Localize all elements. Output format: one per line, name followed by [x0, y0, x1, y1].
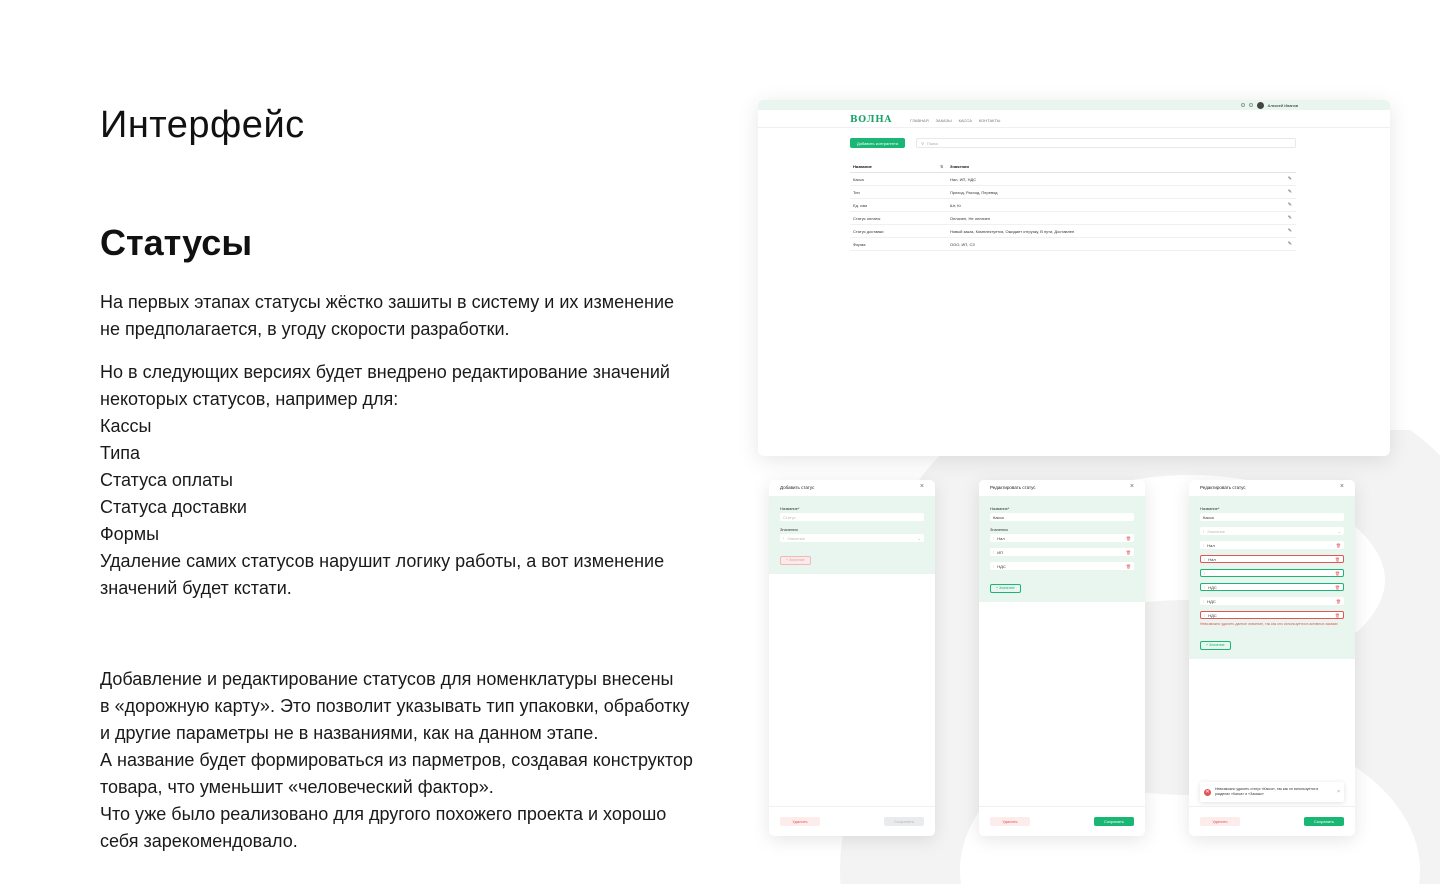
value-text: ИП	[997, 549, 1004, 555]
text-line: и другие параметры не в названиями, как на данном этапе.	[100, 723, 599, 743]
row-name: Ед. изм	[853, 202, 868, 208]
edit-icon[interactable]: ✎	[1287, 228, 1292, 234]
table-row[interactable]	[850, 225, 1296, 238]
trash-icon[interactable]: 🗑	[1334, 570, 1340, 576]
edit-status-error-dialog	[1189, 480, 1355, 836]
value-placeholder: Значение	[1207, 528, 1226, 534]
edit-icon[interactable]: ✎	[1287, 189, 1292, 195]
delete-button[interactable]: Удалить	[780, 817, 820, 826]
text-line: На первых этапах статусы жёстко зашиты в систему и их изменение	[100, 292, 675, 312]
text-line: в «дорожную карту». Это позволит указывать тип упаковки, обработку	[100, 696, 690, 716]
paragraph-roadmap	[100, 666, 740, 855]
dialog-footer	[1189, 806, 1355, 836]
text-line: Удаление самих статусов нарушит логику работы, а вот изменение	[100, 551, 665, 571]
column-header-values: Значения	[950, 163, 969, 169]
user-name[interactable]: Алексей Иванов	[1267, 102, 1298, 108]
list-item: Кассы	[100, 416, 152, 436]
save-button[interactable]: Сохранить	[1094, 817, 1134, 826]
value-input[interactable]	[1200, 541, 1344, 549]
main-nav	[850, 113, 1298, 127]
page-heading: Интерфейс	[100, 104, 305, 146]
dialog-body	[1189, 496, 1355, 659]
drag-handle-icon[interactable]: ⁝	[1204, 584, 1206, 590]
settings-icon[interactable]	[1249, 103, 1253, 107]
text-line: А название будет формироваться из парметров, создавая конструктор	[100, 750, 693, 770]
close-icon[interactable]: ×	[1129, 483, 1134, 490]
table-row[interactable]	[850, 199, 1296, 212]
nav-item-cash[interactable]: КАССА	[958, 117, 972, 123]
row-values: Шт, Кг	[950, 202, 962, 208]
name-input[interactable]: Касса	[1200, 513, 1344, 521]
dialog-footer	[979, 806, 1145, 836]
trash-icon[interactable]: 🗑	[1125, 549, 1131, 555]
name-label: Название*	[990, 506, 1010, 511]
name-label: Название*	[1200, 506, 1220, 511]
toast-text: Невозможно удалить статус «Касса», так как он используется в разделах «Касса» и «Заказы»	[1215, 787, 1319, 796]
table-row[interactable]	[850, 186, 1296, 199]
add-value-button[interactable]: + Значение	[1200, 641, 1231, 650]
drag-handle-icon[interactable]: ⁝	[993, 549, 995, 555]
text-line: некоторых статусов, например для:	[100, 389, 399, 409]
statuses-table	[850, 160, 1296, 251]
text-line: товара, что уменьшит «человеческий фактор».	[100, 777, 494, 797]
dialog-title: Редактировать статус	[990, 485, 1036, 490]
drag-handle-icon[interactable]: ⁝	[1203, 598, 1205, 604]
error-message: Невозможно удалить данное значение, так как оно используется в активных заказах	[1200, 622, 1338, 626]
value-input[interactable]	[990, 562, 1134, 570]
drag-handle-icon[interactable]: ⁝	[1203, 528, 1205, 534]
edit-icon[interactable]: ✎	[1287, 202, 1292, 208]
paragraph-intro	[100, 289, 740, 343]
trash-icon[interactable]: 🗑	[1334, 612, 1340, 618]
text-line: себя зарекомендовало.	[100, 831, 298, 851]
list-item: Статуса оплаты	[100, 470, 233, 490]
value-text: НДС	[1208, 612, 1217, 618]
values-label: Значения	[780, 527, 798, 532]
delete-button[interactable]: Удалить	[990, 817, 1030, 826]
section-heading: Статусы	[100, 222, 253, 263]
value-input-focused[interactable]	[1200, 583, 1344, 591]
search-icon: ⚲	[921, 140, 924, 146]
nav-item-home[interactable]: ГЛАВНАЯ	[910, 117, 929, 123]
name-label: Название*	[780, 506, 800, 511]
value-input-focused[interactable]	[1200, 569, 1344, 577]
value-input[interactable]	[780, 534, 924, 542]
edit-status-dialog	[979, 480, 1145, 836]
add-status-dialog	[769, 480, 935, 836]
row-values: ООО, ИП, СЗ	[950, 241, 975, 247]
value-text: Нал	[997, 535, 1005, 541]
trash-icon[interactable]: 🗑	[1125, 535, 1131, 541]
value-text: НДС	[997, 563, 1006, 569]
value-input-error[interactable]	[1200, 611, 1344, 619]
add-value-button[interactable]: + Значение	[990, 584, 1021, 593]
row-values: Приход, Расход, Перевод	[950, 189, 998, 195]
row-values: Оплачен, Не оплачен	[950, 215, 991, 221]
trash-icon[interactable]: 🗑	[1334, 584, 1340, 590]
drag-handle-icon[interactable]: ⁝	[783, 535, 785, 541]
trash-icon[interactable]: 🗑	[1335, 542, 1341, 548]
column-header-name[interactable]: Название	[853, 163, 872, 169]
value-input-error[interactable]	[1200, 555, 1344, 563]
drag-handle-icon[interactable]: ⁝	[993, 563, 995, 569]
dialog-title: Добавить статус	[780, 485, 815, 490]
add-value-button[interactable]: + Значение	[780, 556, 811, 565]
paragraph-future	[100, 359, 740, 602]
table-row[interactable]	[850, 238, 1296, 251]
row-name: Форма	[853, 241, 866, 247]
table-header-row	[850, 160, 1296, 173]
save-button[interactable]: Сохранить	[1304, 817, 1344, 826]
text-line: Добавление и редактирование статусов для номенклатуры внесены	[100, 669, 674, 689]
row-values: Нал, ИП, НДС	[950, 176, 977, 182]
drag-handle-icon[interactable]: ⁝	[1204, 612, 1206, 618]
drag-handle-icon[interactable]: ⁝	[1204, 556, 1206, 562]
value-placeholder: Значение	[787, 535, 806, 541]
name-input[interactable]: Статус	[780, 513, 924, 521]
nav-item-orders[interactable]: ЗАКАЗЫ	[935, 117, 952, 123]
close-icon[interactable]: ×	[1337, 789, 1340, 795]
list-item: Формы	[100, 524, 160, 544]
error-icon: ✕	[1205, 789, 1210, 795]
delete-button[interactable]: Удалить	[1200, 817, 1240, 826]
dialog-footer	[769, 806, 935, 836]
edit-icon[interactable]: ✎	[1287, 215, 1292, 221]
row-name: Касса	[853, 176, 864, 182]
sort-icon[interactable]: ⇅	[940, 163, 944, 169]
dialog-header	[1189, 480, 1355, 496]
close-icon[interactable]: ×	[1339, 483, 1344, 490]
dialog-header	[979, 480, 1145, 496]
divider	[758, 127, 1390, 128]
close-icon[interactable]: ×	[919, 483, 924, 490]
dialog-title: Редактировать статус	[1200, 485, 1246, 490]
text-line: не предполагается, в угоду скорости разработки.	[100, 319, 510, 339]
list-item: Статуса доставки	[100, 497, 247, 517]
value-input[interactable]	[990, 548, 1134, 556]
trash-icon[interactable]: 🗑	[1125, 563, 1131, 569]
drag-handle-icon[interactable]: ⁝	[1203, 542, 1205, 548]
dialog-body	[979, 496, 1145, 602]
drag-handle-icon[interactable]: ⁝	[1204, 570, 1206, 576]
add-counterparty-button[interactable]: Добавить контрагента	[850, 138, 905, 148]
list-item: Типа	[100, 443, 141, 463]
text-line: Что уже было реализовано для другого похожего проекта и хорошо	[100, 804, 667, 824]
row-name: Тип	[853, 189, 860, 195]
trash-icon[interactable]: 🗑	[1334, 556, 1340, 562]
nav-item-contacts[interactable]: КОНТАКТЫ	[978, 117, 1001, 123]
statuses-screen-mockup	[758, 100, 1390, 456]
value-input[interactable]	[1200, 597, 1344, 605]
value-input[interactable]	[990, 534, 1134, 542]
table-row[interactable]	[850, 212, 1296, 225]
chevron-down-icon[interactable]: ⌄	[917, 535, 921, 541]
top-bar	[758, 100, 1390, 110]
chevron-down-icon[interactable]: ⌄	[1337, 528, 1341, 534]
search-placeholder: Поиск	[926, 140, 939, 146]
dialog-body	[769, 496, 935, 574]
value-text: Нал	[1207, 542, 1215, 548]
drag-handle-icon[interactable]: ⁝	[993, 535, 995, 541]
value-input[interactable]	[1200, 527, 1344, 535]
search-input[interactable]	[916, 138, 1296, 148]
error-toast	[1200, 782, 1344, 802]
dialog-header	[769, 480, 935, 496]
edit-icon[interactable]: ✎	[1287, 241, 1292, 247]
row-values: Новый заказ, Комплектуется, Ожидает отгрузку, В пути, Доставлен	[950, 228, 1075, 234]
avatar[interactable]	[1257, 102, 1264, 109]
text-line: значений будет кстати.	[100, 578, 292, 598]
edit-icon[interactable]: ✎	[1287, 176, 1292, 182]
row-name: Статус оплаты	[853, 215, 881, 221]
value-text: Нал	[1208, 556, 1216, 562]
text-line: Но в следующих версиях будет внедрено редактирование значений	[100, 362, 670, 382]
table-row[interactable]	[850, 173, 1296, 186]
save-button[interactable]: Сохранить	[884, 817, 924, 826]
value-text: НДС	[1208, 584, 1217, 590]
trash-icon[interactable]: 🗑	[1335, 598, 1341, 604]
value-text: НДС	[1207, 598, 1216, 604]
values-label: Значения	[990, 527, 1008, 532]
notification-icon[interactable]	[1241, 103, 1245, 107]
row-name: Статус доставки	[853, 228, 884, 234]
name-input[interactable]: Касса	[990, 513, 1134, 521]
logo[interactable]: ВОЛНА	[850, 115, 893, 125]
